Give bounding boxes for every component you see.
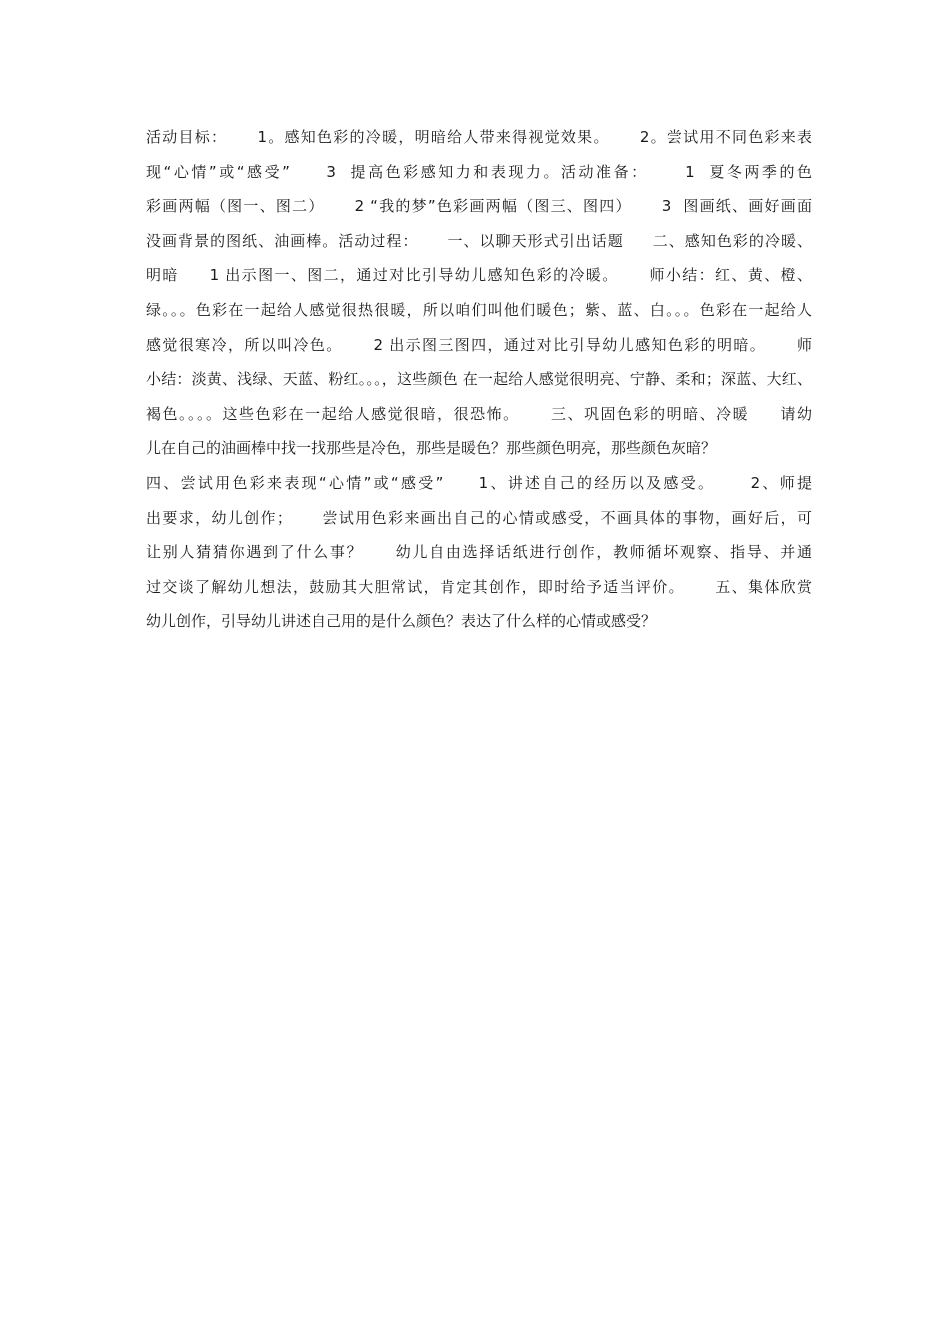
text-line: 褐色。。。。这些色彩在一起给人感觉很暗，很恐怖。 三、巩固色彩的明暗、冷暖 请幼	[146, 404, 812, 423]
text-line: 四、尝试用色彩来表现“心情”或“感受” 1、讲述自己的经历以及感受。 2、师提	[146, 473, 812, 492]
text-line: 明暗 1 出示图一、图二，通过对比引导幼儿感知色彩的冷暖。 师小结：红、黄、橙、	[146, 266, 812, 285]
text-line: 活动目标： 1。感知色彩的冷暖，明暗给人带来得视觉效果。 2。尝试用不同色彩来表	[146, 128, 812, 146]
lesson-plan-text	[146, 120, 812, 639]
text-line: 儿在自己的油画棒中找一找那些是冷色，那些是暖色？那些颜色明亮，那些颜色灰暗？	[146, 439, 717, 458]
text-line: 幼儿创作，引导幼儿讲述自己用的是什么颜色？表达了什么样的心情或感受？	[146, 612, 657, 631]
text-line: 没画背景的图纸、油画棒。活动过程： 一、以聊天形式引出话题 二、感知色彩的冷暖、	[146, 231, 812, 250]
text-line: 出要求，幼儿创作； 尝试用色彩来画出自己的心情或感受，不画具体的事物，画好后，可	[146, 508, 812, 527]
text-line: 现“心情”或“感受” 3 提高色彩感知力和表现力。活动准备： 1 夏冬两季的色	[146, 162, 812, 181]
text-line: 过交谈了解幼儿想法，鼓励其大胆常试，肯定其创作，即时给予适当评价。 五、集体欣赏	[146, 577, 812, 596]
text-line: 小结：淡黄、浅绿、天蓝、粉红。。。，这些颜色 在一起给人感觉很明亮、宁静、柔和；深蓝、大红、	[146, 370, 812, 389]
text-line: 彩画两幅（图一、图二） 2 “我的梦”色彩画两幅（图三、图四） 3 图画纸、画好画面	[146, 197, 812, 216]
text-line: 让别人猜猜你遇到了什么事？ 幼儿自由选择话纸进行创作，教师循坏观察、指导、并通	[146, 543, 812, 562]
text-line: 绿。。。色彩在一起给人感觉很热很暖，所以咱们叫他们暖色；紫、蓝、白。。。色彩在一起给人	[146, 300, 812, 319]
text-line: 感觉很寒冷，所以叫冷色。 2 出示图三图四，通过对比引导幼儿感知色彩的明暗。 师	[146, 335, 812, 354]
